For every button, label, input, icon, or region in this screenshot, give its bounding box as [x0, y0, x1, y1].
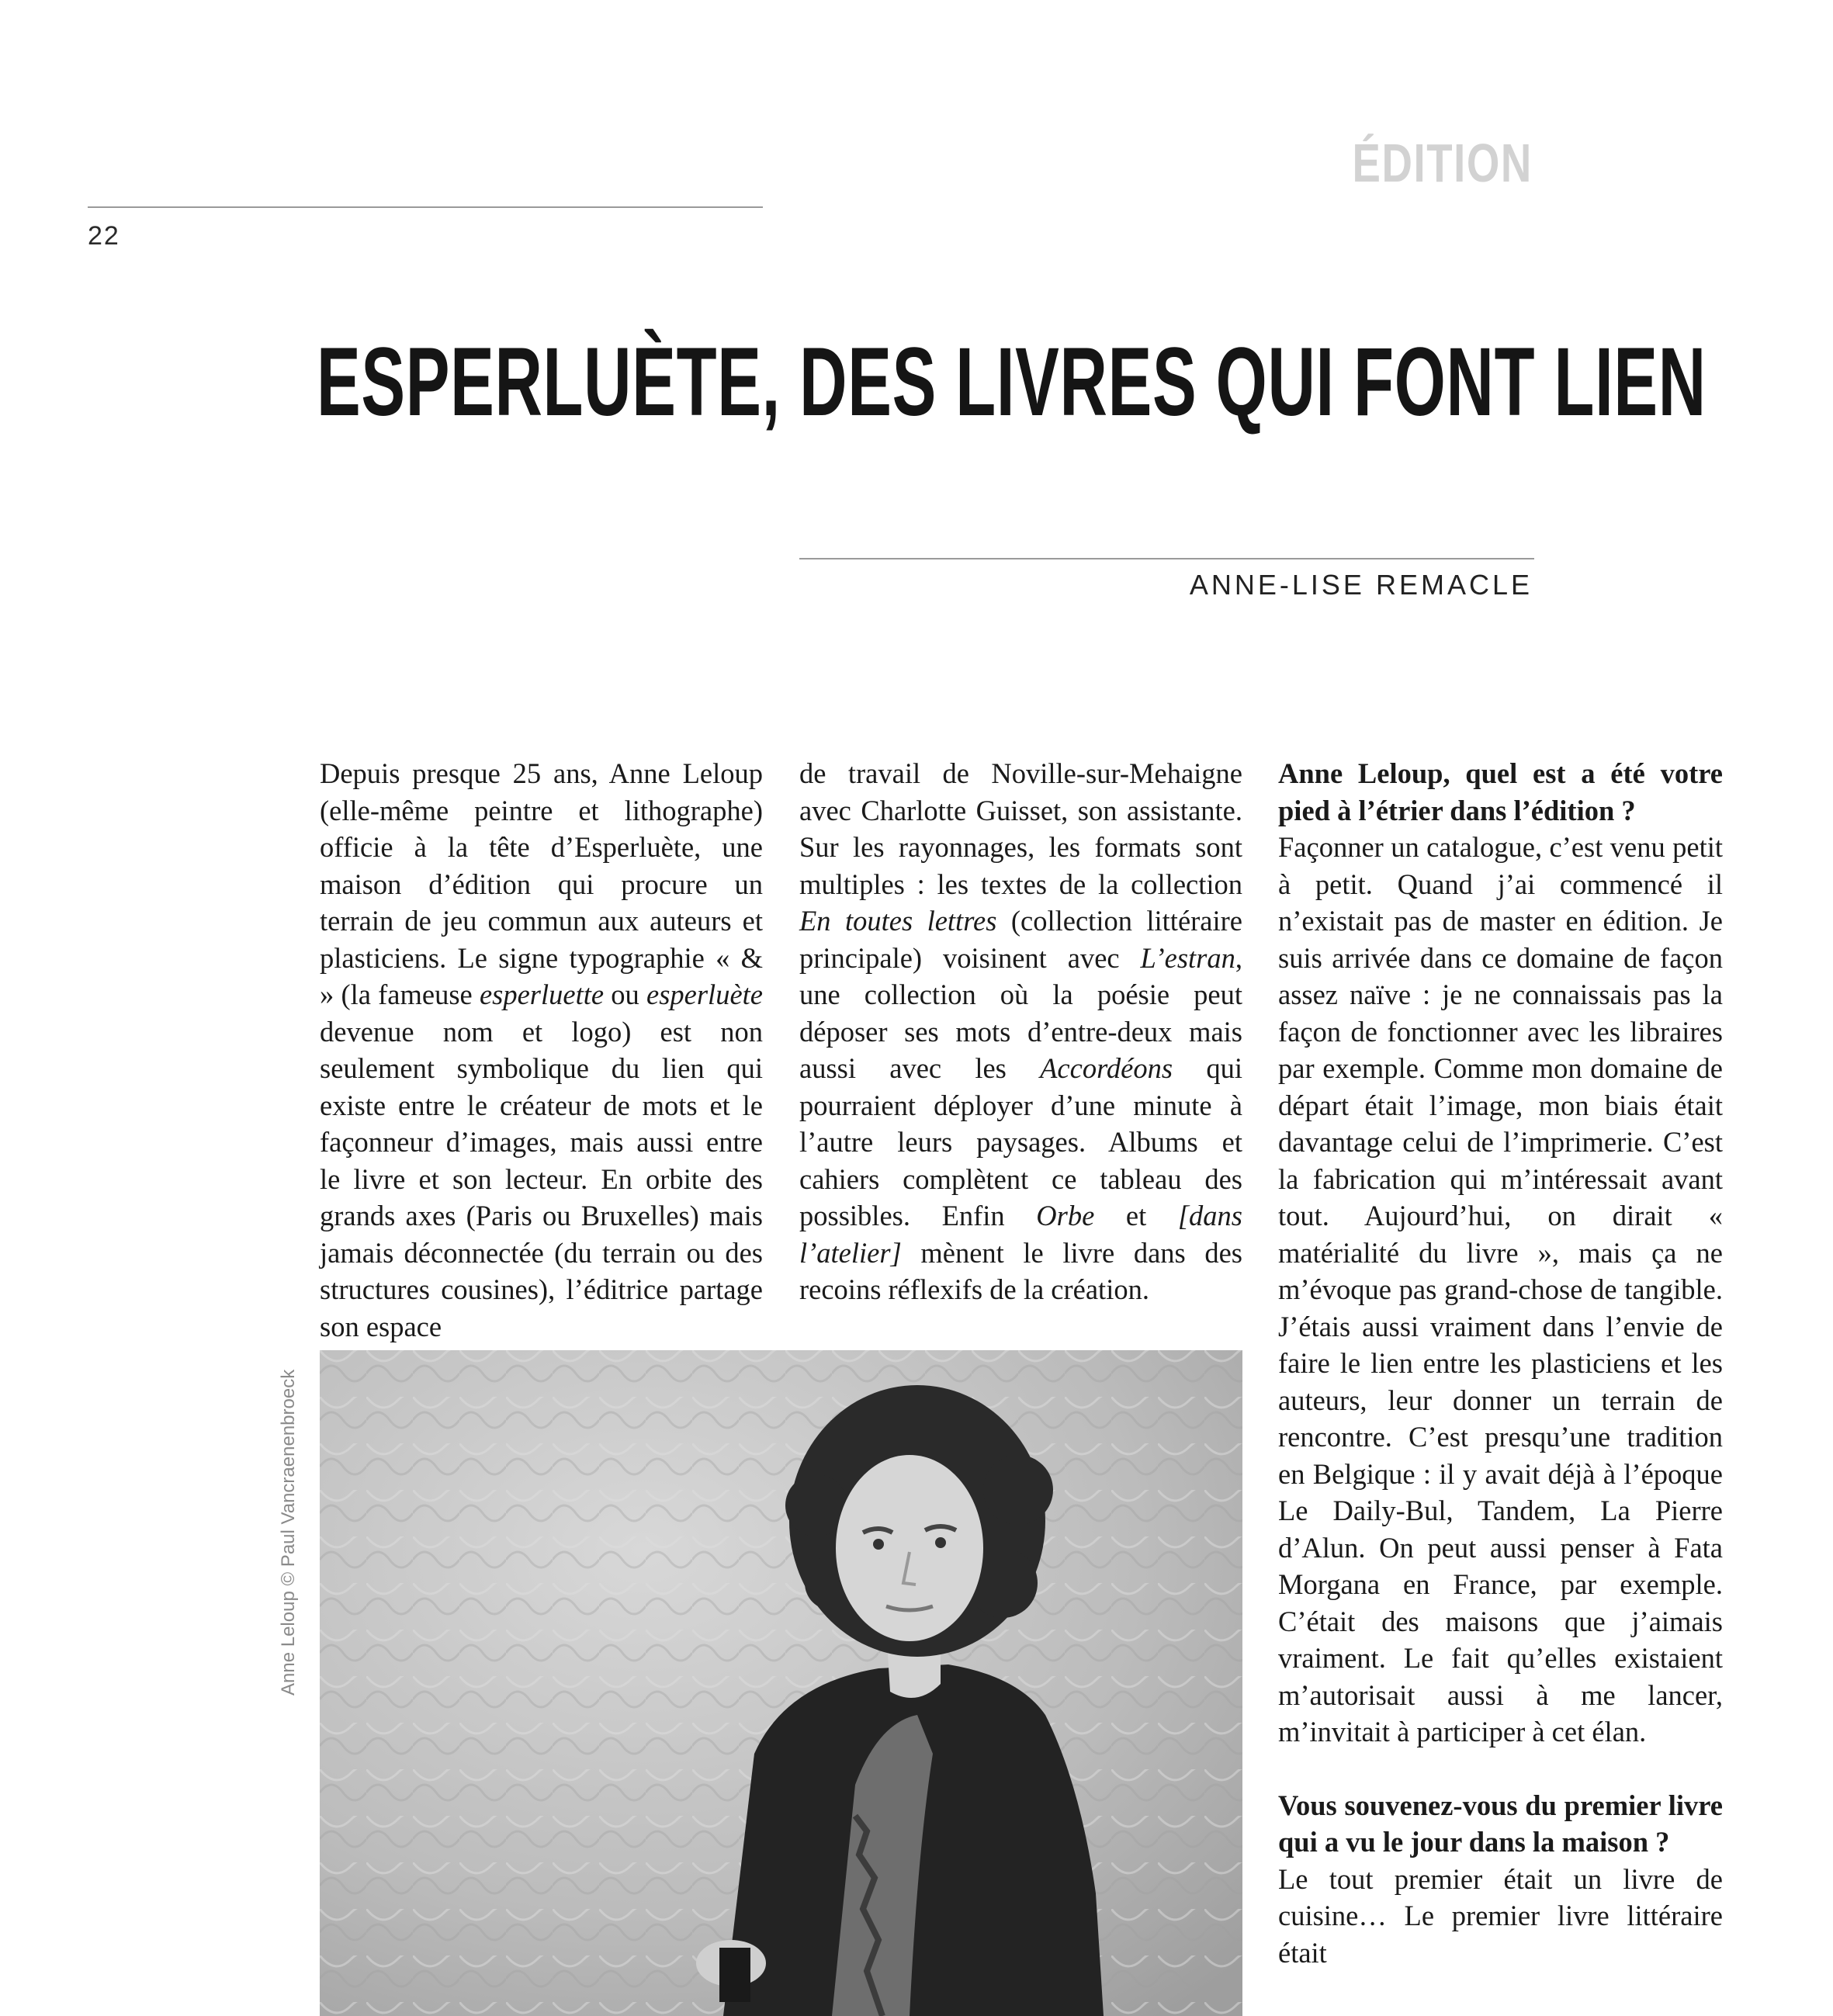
italic-term: Orbe	[1036, 1200, 1095, 1231]
text-run: mènent le livre dans des recoins réflexifs de la création.	[799, 1236, 1242, 1305]
paragraph	[320, 755, 763, 1345]
article-author: ANNE-LISE REMACLE	[1189, 569, 1533, 601]
text-run: devenue nom et logo) est non seulement symbolique du lien qui existe entre le créateur de mots et le façonneur d’images, mais aussi entre le livre et son lecteur. En orbite des grands axes (Paris ou Bruxelles) mais jamais déconnectée (du terrain ou des structures cousines), l’éditrice partage son espace	[320, 1015, 763, 1342]
body-column-3	[1278, 755, 1723, 1971]
paragraph	[799, 755, 1242, 1308]
interview-answer-1: Façonner un catalogue, c’est venu petit à petit. Quand j’ai commencé il n’existait pas de master en édition. Je suis arrivée dans ce domaine de façon assez naïve : je ne connaissais pas la façon de fonctionner avec les libraires par exemple. Comme mon domaine de départ était l’image, mon biais était davantage celui de l’imprimerie. C’est la fabrication qui m’intéressait avant tout. Aujourd’hui, on dirait « matérialité du livre », mais ça ne m’évoque pas grand-chose de tangible. J’étais aussi vraiment dans l’envie de faire le lien entre les plasticiens et les auteurs, leur donner un terrain de rencontre. C’est presqu’une tradition en Belgique : il y avait déjà à l’époque Le Daily-Bul, Tandem, La Pierre d’Alun. On peut aussi penser à Fata Morgana en France, par exemple. C’était des maisons que j’aimais vraiment. Le fait qu’elles existaient m’autorisait aussi à me lancer, m’invitait à participer à cet élan.	[1278, 831, 1723, 1748]
text-run: (collection littéraire principale) voisinent avec	[799, 905, 1242, 974]
italic-term: esperluète	[646, 979, 763, 1010]
italic-term: [dans l’atelier]	[799, 1200, 1242, 1269]
italic-term: L’estran	[1140, 941, 1235, 974]
portrait-photo	[320, 1350, 1242, 2016]
body-column-2	[799, 755, 1242, 1308]
italic-term: En toutes lettres	[799, 905, 997, 937]
text-run: de travail de Noville-sur-Mehaigne avec Charlotte Guisset, son assistante. Sur les rayonnages, les formats sont multiples : les textes de la collection	[799, 757, 1242, 900]
italic-term: Accordéons	[1040, 1052, 1173, 1084]
header-rule	[88, 206, 763, 208]
body-column-1	[320, 755, 763, 1345]
portrait-illustration	[320, 1350, 1242, 2016]
interview-answer-2: Le tout premier était un livre de cuisine… Le premier livre littéraire était	[1278, 1862, 1723, 1969]
paragraph-gap	[1278, 1751, 1723, 1787]
author-rule	[799, 558, 1534, 559]
page-number: 22	[88, 221, 120, 251]
text-run: qui pourraient déployer d’une minute à l’autre leurs paysages. Albums et cahiers complètent ce tableau des possibles. Enfin	[799, 1052, 1242, 1231]
section-heading: ÉDITION	[1352, 133, 1533, 193]
text-run: Depuis presque 25 ans, Anne Leloup (elle-même peintre et lithographe) officie à la tête d’Esperluète, une maison d’édition qui procure un terrain de jeu commun aux auteurs et plasticiens. Le signe typographie « & » (la fameuse	[320, 757, 763, 1010]
photo-credit: Anne Leloup © Paul Vancraenenbroeck	[278, 1369, 299, 1696]
interview-question-1: Anne Leloup, quel est a été votre pied à l’étrier dans l’édition ?	[1278, 757, 1723, 826]
text-run: et	[1094, 1200, 1178, 1231]
article-title: ESPERLUÈTE, DES LIVRES QUI FONT LIEN	[317, 328, 1707, 436]
interview-question-2: Vous souvenez-vous du premier livre qui a vu le jour dans la maison ?	[1278, 1789, 1723, 1858]
italic-term: esperluette	[479, 979, 605, 1010]
text-run: ou	[604, 979, 646, 1010]
text-run: , une collection où la poésie peut déposer ses mots d’entre-deux mais aussi avec les	[799, 941, 1242, 1084]
